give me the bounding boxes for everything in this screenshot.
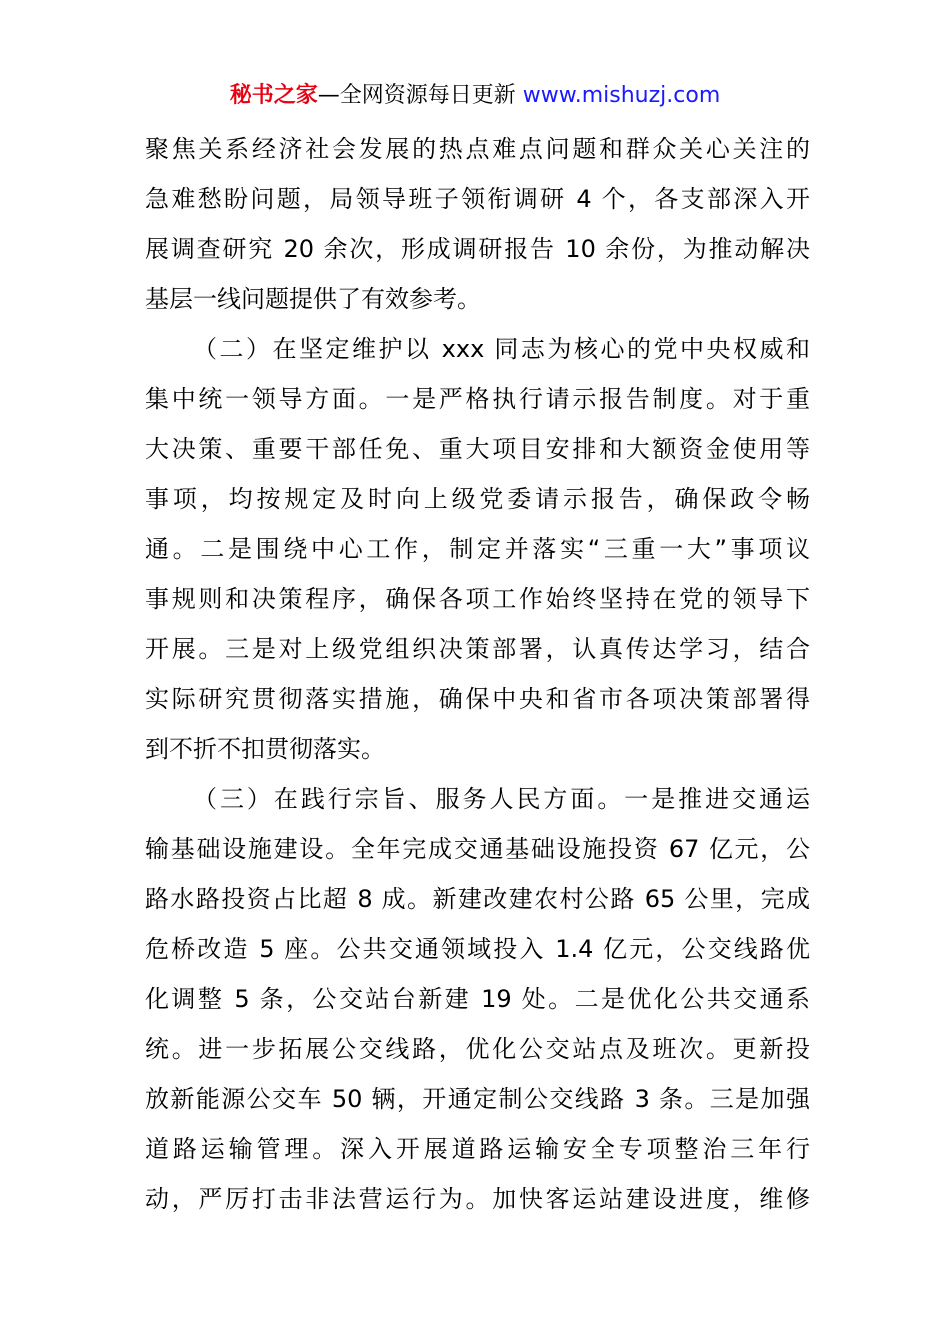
- site-url: www.mishuzj.com: [522, 83, 721, 108]
- text-line: 化调整 5 条，公交站台新建 19 处。二是优化公共交通系: [145, 985, 810, 1013]
- header-slogan: —全网资源每日更新: [317, 83, 523, 108]
- text-line: 展调查研究 20 余次，形成调研报告 10 余份，为推动解决: [145, 235, 810, 263]
- text-line: 道路运输管理。深入开展道路运输安全专项整治三年行: [145, 1135, 810, 1163]
- text-line: 到不折不扣贯彻落实。: [145, 735, 385, 763]
- text-line: 放新能源公交车 50 辆，开通定制公交线路 3 条。三是加强: [145, 1085, 810, 1113]
- brand-name: 秘书之家: [229, 83, 318, 108]
- text-line: （二）在坚定维护以 xxx 同志为核心的党中央权威和: [193, 335, 810, 363]
- text-line: 路水路投资占比超 8 成。新建改建农村公路 65 公里，完成: [145, 885, 810, 913]
- text-line: 输基础设施建设。全年完成交通基础设施投资 67 亿元，公: [145, 835, 810, 863]
- text-line: （三）在践行宗旨、服务人民方面。一是推进交通运: [193, 785, 810, 813]
- text-line: 危桥改造 5 座。公共交通领域投入 1.4 亿元，公交线路优: [145, 935, 810, 963]
- text-line: 急难愁盼问题，局领导班子领衔调研 4 个，各支部深入开: [145, 185, 810, 213]
- text-line: 统。进一步拓展公交线路，优化公交站点及班次。更新投: [145, 1035, 810, 1063]
- text-line: 实际研究贯彻落实措施，确保中央和省市各项决策部署得: [145, 685, 810, 713]
- text-line: 聚焦关系经济社会发展的热点难点问题和群众关心关注的: [145, 135, 810, 163]
- text-line: 基层一线问题提供了有效参考。: [145, 285, 481, 313]
- page-header: [0, 80, 950, 112]
- text-line: 开展。三是对上级党组织决策部署，认真传达学习，结合: [145, 635, 810, 663]
- text-line: 集中统一领导方面。一是严格执行请示报告制度。对于重: [145, 385, 810, 413]
- text-line: 通。二是围绕中心工作，制定并落实“三重一大”事项议: [145, 535, 810, 563]
- text-line: 事项，均按规定及时向上级党委请示报告，确保政令畅: [145, 485, 810, 513]
- text-line: 事规则和决策程序，确保各项工作始终坚持在党的领导下: [145, 585, 810, 613]
- text-line: 动，严厉打击非法营运行为。加快客运站建设进度，维修: [145, 1185, 810, 1213]
- text-line: 大决策、重要干部任免、重大项目安排和大额资金使用等: [145, 435, 810, 463]
- document-body: [145, 124, 810, 1224]
